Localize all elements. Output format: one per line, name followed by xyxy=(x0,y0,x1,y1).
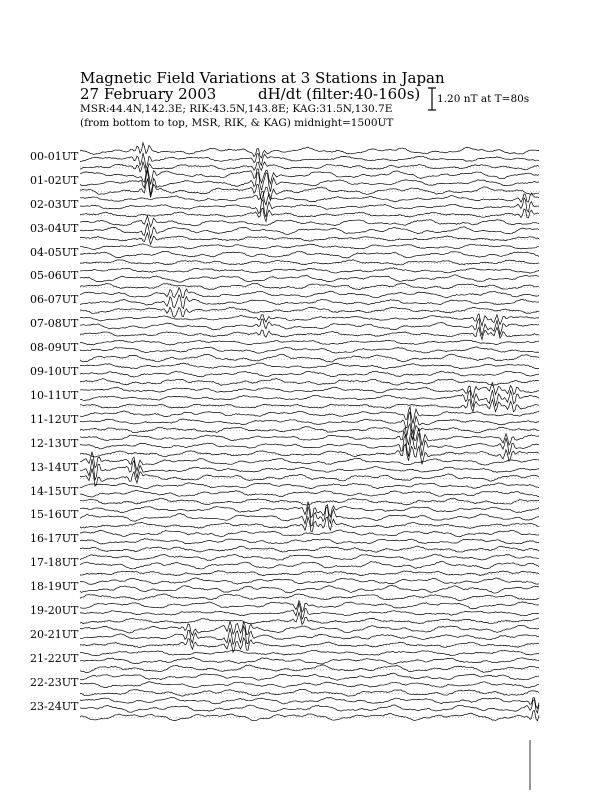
row-label: 07-08UT xyxy=(30,317,79,331)
trace-line xyxy=(80,399,539,411)
chart-date: 27 February 2003 xyxy=(80,85,217,103)
trace-line xyxy=(80,554,539,560)
trace-line xyxy=(80,314,539,326)
trace-line xyxy=(80,407,539,424)
chart-title: Magnetic Field Variations at 3 Stations in Japan xyxy=(80,69,445,87)
trace-line xyxy=(80,191,539,205)
trace-line xyxy=(80,208,539,221)
trace-line xyxy=(80,650,539,656)
trace-line xyxy=(80,483,539,489)
trace-line xyxy=(80,198,539,217)
trace-line xyxy=(80,498,539,505)
trace-line xyxy=(80,673,539,680)
trace-line xyxy=(80,594,539,601)
trace-line xyxy=(80,363,539,369)
trace-line xyxy=(80,459,539,480)
row-label: 15-16UT xyxy=(30,508,79,522)
trace-line xyxy=(80,251,539,258)
row-label: 11-12UT xyxy=(30,412,79,426)
trace-line xyxy=(80,233,539,245)
row-label: 09-10UT xyxy=(30,365,79,379)
trace-line xyxy=(80,539,539,544)
trace-line xyxy=(80,295,539,309)
trace-line xyxy=(80,288,539,298)
row-label: 20-21UT xyxy=(30,627,79,641)
trace-line xyxy=(80,638,539,652)
trace-line xyxy=(80,424,539,440)
row-label: 01-02UT xyxy=(30,173,79,187)
trace-line xyxy=(80,223,539,238)
scale-bar-label: 1.20 nT at T=80s xyxy=(437,93,530,105)
trace-line xyxy=(80,682,539,688)
trace-line xyxy=(80,665,539,673)
row-label: 05-06UT xyxy=(30,269,79,283)
trace-line xyxy=(80,444,539,464)
trace-line xyxy=(80,530,539,537)
trace-line xyxy=(80,561,539,569)
trace-line xyxy=(80,689,539,696)
row-label: 10-11UT xyxy=(30,388,79,402)
row-label: 21-22UT xyxy=(30,651,79,665)
trace-line xyxy=(80,621,539,635)
trace-line xyxy=(80,327,539,339)
row-label: 18-19UT xyxy=(30,580,79,594)
trace-line xyxy=(80,319,539,336)
trace-line xyxy=(80,244,539,250)
trace-line xyxy=(80,601,539,612)
trace-line xyxy=(80,517,539,531)
row-label: 08-09UT xyxy=(30,341,79,355)
row-label: 14-15UT xyxy=(30,484,79,498)
trace-line xyxy=(80,585,539,593)
station-coordinates: MSR:44.4N,142.3E; RIK:43.5N,143.8E; KAG:31.5N,130.7E xyxy=(80,103,393,115)
row-label: 16-17UT xyxy=(30,532,79,546)
row-gridlines xyxy=(80,168,540,718)
trace-line xyxy=(80,354,539,362)
row-label: 03-04UT xyxy=(30,221,79,235)
trace-line xyxy=(80,162,539,173)
trace-lines xyxy=(80,143,539,721)
scale-bar xyxy=(428,88,436,110)
trace-line xyxy=(80,711,539,721)
trace-line xyxy=(80,216,539,227)
row-label: 23-24UT xyxy=(30,699,79,713)
trace-line xyxy=(80,390,539,406)
trace-line xyxy=(80,571,539,576)
row-label: 06-07UT xyxy=(30,293,79,307)
row-label: 02-03UT xyxy=(30,197,79,211)
trace-order-note: (from bottom to top, MSR, RIK, & KAG) midnight=1500UT xyxy=(80,117,394,129)
row-label: 04-05UT xyxy=(30,245,79,259)
row-label: 19-20UT xyxy=(30,604,79,618)
trace-line xyxy=(80,378,539,385)
trace-line xyxy=(80,260,539,265)
trace-line xyxy=(80,307,539,317)
row-label: 13-14UT xyxy=(30,460,79,474)
row-label: 00-01UT xyxy=(30,149,79,163)
row-label: 12-13UT xyxy=(30,436,79,450)
chart-filter: dH/dt (filter:40-160s) xyxy=(258,85,421,103)
trace-line xyxy=(80,658,539,664)
trace-line xyxy=(80,371,539,377)
trace-line xyxy=(80,275,539,282)
trace-line xyxy=(80,546,539,552)
trace-line xyxy=(80,490,539,497)
row-label: 17-18UT xyxy=(30,556,79,570)
trace-line xyxy=(80,578,539,585)
trace-line xyxy=(80,283,539,289)
trace-line xyxy=(80,268,539,274)
trace-line xyxy=(80,347,539,353)
trace-line xyxy=(80,340,539,345)
row-label: 22-23UT xyxy=(30,675,79,689)
